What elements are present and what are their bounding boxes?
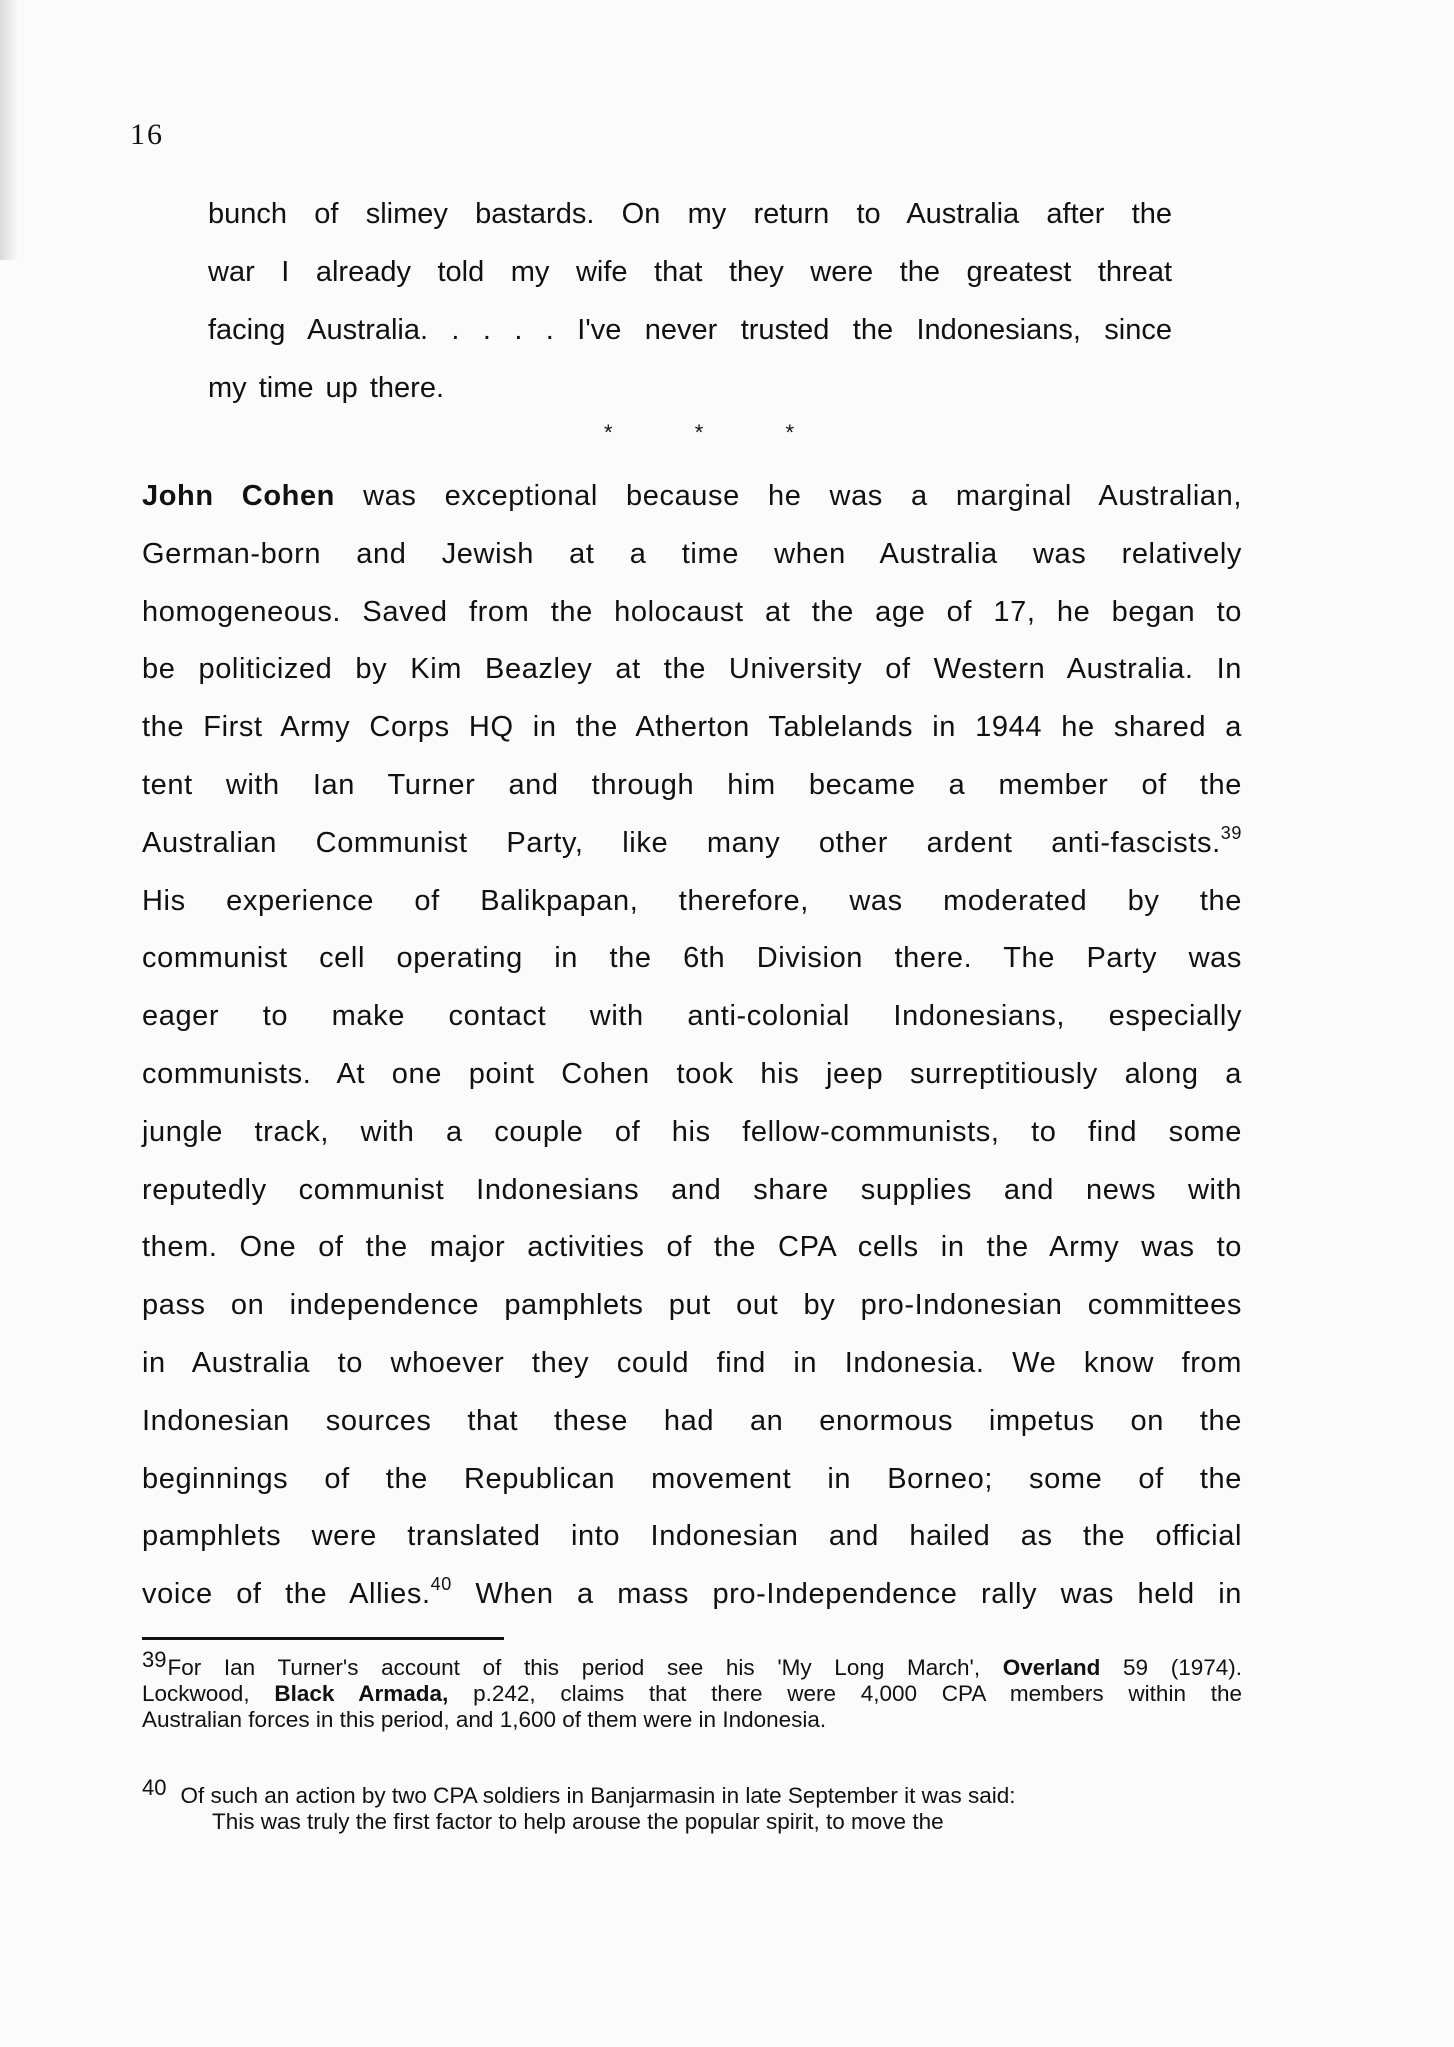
body-line-text: voice of the Allies. xyxy=(142,1578,431,1611)
body-line: be politicized by Kim Beazley at the University of Western Australia. In xyxy=(142,653,1242,686)
body-line: in Australia to whoever they could find in Indonesia. We know from xyxy=(142,1346,1242,1379)
footnote-text: For Ian Turner's account of this period see his 'My Long March', xyxy=(167,1655,1003,1680)
page-number: 16 xyxy=(130,118,164,151)
quote-line: my time up there. xyxy=(208,372,445,404)
footnote-ref-39[interactable]: 39 xyxy=(1220,822,1242,843)
body-line: the First Army Corps HQ in the Atherton Tablelands in 1944 he shared a xyxy=(142,711,1242,744)
footnote-39 xyxy=(142,1647,1242,1733)
footnote-40 xyxy=(142,1775,1242,1835)
footnote-number: 40 xyxy=(142,1775,167,1800)
body-line: German-born and Jewish at a time when Australia was relatively xyxy=(142,537,1242,570)
body-line: homogeneous. Saved from the holocaust at the age of 17, he began to xyxy=(142,595,1242,628)
section-separator xyxy=(604,420,794,446)
body-line xyxy=(142,468,1242,526)
body-line: reputedly communist Indonesians and share supplies and news with xyxy=(142,1173,1242,1206)
quote-line: facing Australia. . . . . I've never trusted the Indonesians, since xyxy=(208,314,1172,346)
quote-line: war I already told my wife that they were the greatest threat xyxy=(208,256,1172,288)
body-paragraph xyxy=(142,468,1242,1624)
body-line: pamphlets were translated into Indonesian and hailed as the official xyxy=(142,1520,1242,1553)
footnote-divider xyxy=(142,1637,504,1640)
body-line: pass on independence pamphlets put out by pro-Indonesian committees xyxy=(142,1289,1242,1322)
footnote-text: Of such an action by two CPA soldiers in Banjarmasin in late September it was said: xyxy=(180,1783,1016,1808)
body-line-text: Australian Communist Party, like many other ardent anti-fascists. xyxy=(142,826,1221,859)
body-line: His experience of Balikpapan, therefore, was moderated by the xyxy=(142,884,1242,917)
body-line: communists. At one point Cohen took his jeep surreptitiously along a xyxy=(142,1057,1242,1090)
footnote-line xyxy=(142,1681,1242,1707)
footnote-text: 59 (1974). xyxy=(1100,1655,1242,1680)
body-line: eager to make contact with anti-colonial Indonesians, especially xyxy=(142,1000,1242,1033)
block-quote xyxy=(208,185,1172,417)
separator-star: * xyxy=(604,420,613,445)
person-name: John Cohen xyxy=(142,480,335,512)
body-line-text: When a mass pro-Independence rally was held in xyxy=(451,1578,1242,1611)
body-line: communist cell operating in the 6th Division there. The Party was xyxy=(142,942,1242,975)
book-title: Black Armada, xyxy=(274,1681,449,1706)
quote-line: bunch of slimey bastards. On my return to Australia after the xyxy=(208,198,1172,230)
body-line-text: was exceptional because he was a marginal Australian, xyxy=(335,480,1242,512)
footnote-line xyxy=(142,1775,1242,1809)
separator-star: * xyxy=(785,420,794,445)
footnote-quote-line: This was truly the first factor to help arouse the popular spirit, to move the xyxy=(212,1809,944,1834)
body-line xyxy=(142,815,1242,873)
body-line: Indonesian sources that these had an enormous impetus on the xyxy=(142,1404,1242,1437)
footnote-text: Lockwood, xyxy=(142,1681,275,1706)
footnote-ref-40[interactable]: 40 xyxy=(430,1574,452,1595)
body-line: jungle track, with a couple of his fellow-communists, to find some xyxy=(142,1115,1242,1148)
footnote-line: Australian forces in this period, and 1,600 of them were in Indonesia. xyxy=(142,1707,827,1732)
body-line xyxy=(142,1566,1242,1624)
body-line: them. One of the major activities of the CPA cells in the Army was to xyxy=(142,1231,1242,1264)
separator-star: * xyxy=(694,420,704,445)
scan-edge-shadow xyxy=(0,0,18,260)
footnote-number: 39 xyxy=(142,1647,167,1672)
body-line: beginnings of the Republican movement in Borneo; some of the xyxy=(142,1462,1242,1495)
body-line: tent with Ian Turner and through him became a member of the xyxy=(142,768,1242,801)
journal-title: Overland xyxy=(1002,1655,1101,1680)
footnote-text: p.242, claims that there were 4,000 CPA members within the xyxy=(448,1681,1242,1706)
footnote-line xyxy=(142,1647,1242,1681)
